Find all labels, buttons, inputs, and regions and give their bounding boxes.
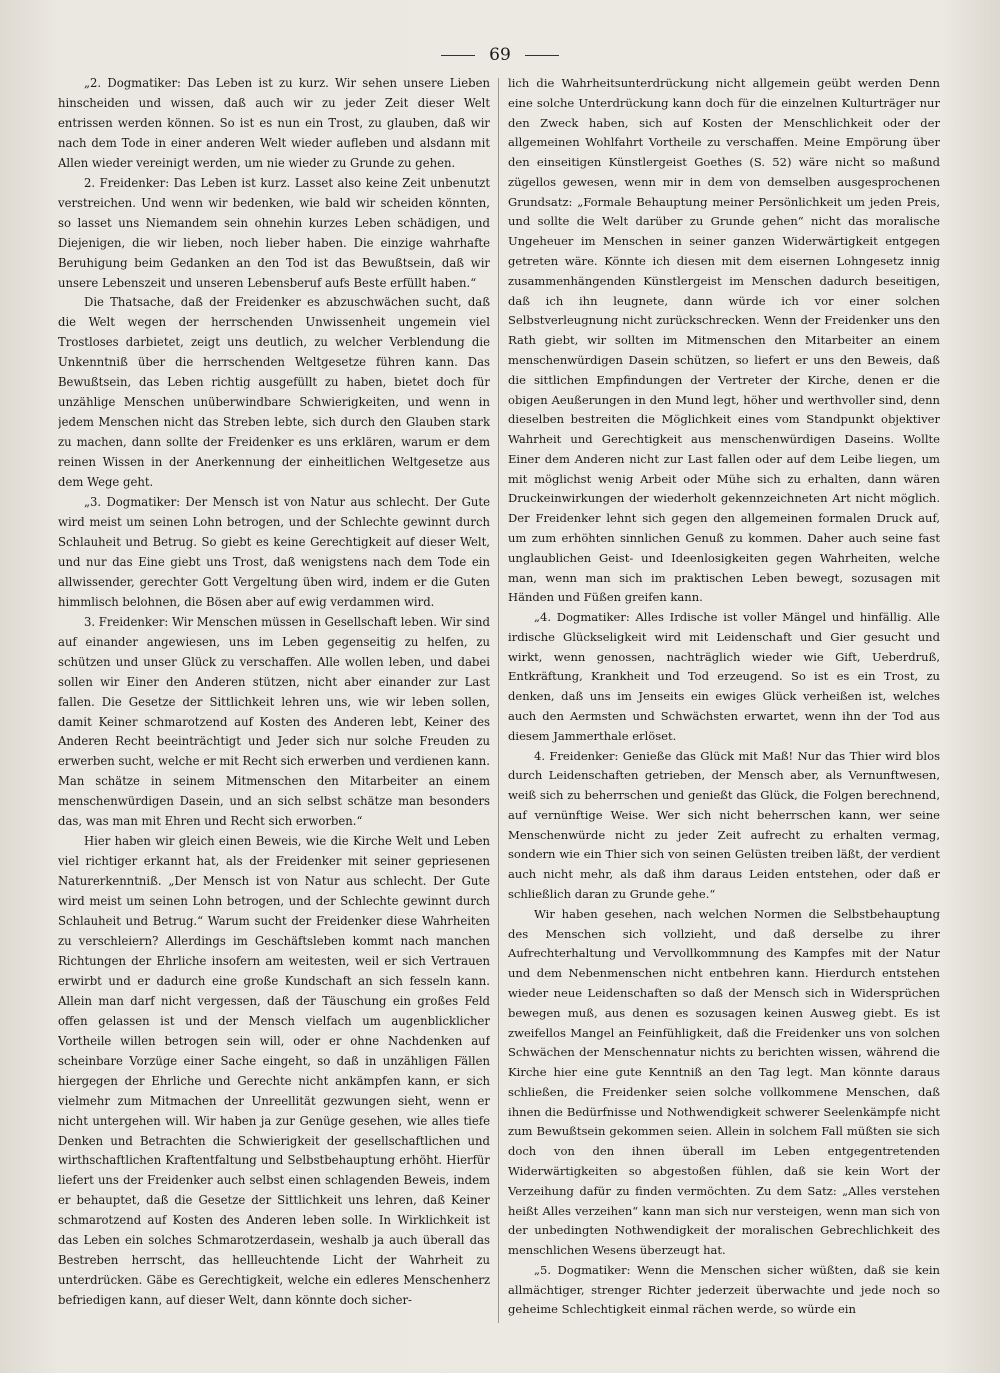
- right-column: [508, 74, 940, 1329]
- column-divider: [498, 78, 499, 1323]
- paragraph: 2. Freidenker: Das Leben ist kurz. Lasset also keine Zeit unbenutzt verstreichen. Und wenn wir bedenken, wie bald wir scheiden könnten, so lasset uns Niemandem sein ohnehin kurzes Leben schädigen, und Diejenigen, die wir lieben, noch lieber haben. Die einzige wahrhafte Beruhigung beim Gedanken an den Tod ist das Bewußtsein, daß wir unsere Lebenszeit und unseren Lebensberuf aufs Beste erfüllt haben.“: [58, 175, 490, 290]
- paragraph: Hier haben wir gleich einen Beweis, wie die Kirche Welt und Leben viel richtiger erkannt hat, als der Freidenker mit seiner gepriesenen Naturerkenntniß. „Der Mensch ist von Natur aus schlecht. Der Gute wird meist um seinen Lohn betrogen, und der Schlechte gewinnt durch Schlauheit und Betrug.“ Warum sucht der Freidenker diese Wahrheiten zu verschleiern? Allerdings im Geschäftsleben kommt nach manchen Richtungen der Ehrliche insofern am weitesten, weil er sich Vertrauen erwirbt und er dadurch eine große Kundschaft an sich fesseln kann. Allein man darf nicht vergessen, daß der Täuschung ein großes Feld offen gelassen ist und der Mensch vielfach um augenblicklicher Vortheile willen betrogen sein will, oder er ohne Nachdenken auf scheinbare Vorzüge einer Sache eingeht, so daß in unzähligen Fällen hiergegen der Ehrliche und Gerechte nicht ankämpfen kann, er sich vielmehr zum Mitmachen der Unreellität gezwungen sieht, wenn er nicht untergehen will. Wir haben ja zur Genüge gesehen, wie alles tiefe Denken und Betrachten die Schwierigkeit der gesellschaftlichen und wirthschaftlichen Kraftentfaltung und Selbstbehauptung erhöht. Hierfür liefert uns der Freidenker auch selbst einen schlagenden Beweis, indem er behauptet, daß die Gesetze der Sittlichkeit uns lehren, daß Keiner schmarotzend auf Kosten des Anderen leben solle. In Wirklichkeit ist das Leben ein solches Schmarotzerdasein, weshalb ja auch überall das Bestreben herrscht, das hellleuchtende Licht der Wahrheit zu unterdrücken. Gäbe es Gerechtigkeit, welche ein edleres Menschenherz befriedigen kann, auf dieser Welt, dann könnte doch sicher-: [58, 834, 490, 1308]
- page-header: [0, 40, 1000, 70]
- page-number: 69: [489, 45, 511, 65]
- left-column: [58, 74, 490, 1329]
- paragraph: Wir haben gesehen, nach welchen Normen die Selbstbehauptung des Menschen sich vollzieht, und daß derselbe zu ihrer Aufrechterhaltung und Vervollkommnung des Kampfes mit der Natur und dem Nebenmenschen nicht entbehren kann. Hierdurch entstehen wieder neue Leidenschaften so daß der Mensch sich in Widersprüchen bewegen muß, aus denen es sozusagen keinen Ausweg giebt. Es ist zweifellos Mangel an Feinfühligkeit, daß die Freidenker uns von solchen Schwächen der Menschennatur nichts zu berichten wissen, während die Kirche hier eine gute Kenntniß an den Tag legt. Man könnte daraus schließen, die Freidenker seien solche vollkommene Menschen, daß ihnen die Bedürfnisse und Nothwendigkeit schwerer Seelenkämpfe nicht zum Bewußtsein gekommen seien. Allein in solchem Fall müßten sie sich doch von den ihnen überall im Leben entgegentretenden Widerwärtigkeiten so abgestoßen fühlen, daß sie kein Wort der Verzeihung dafür zu finden vermöchten. Zu dem Satz: „Alles verstehen heißt Alles verzeihen“ kann man sich nur versteigen, wenn man sich von der unbedingten Nothwendigkeit der moralischen Gebrechlichkeit des menschlichen Wesens überzeugt hat.: [508, 906, 940, 1258]
- paragraph: 4. Freidenker: Genieße das Glück mit Maß! Nur das Thier wird blos durch Leidenschaften getrieben, der Mensch aber, als Vernunftwesen, weiß sich zu beherrschen und genießt das Glück, die Folgen berechnend, auf vernünftige Weise. Wer sich nicht beherrschen kann, wer seine Menschenwürde nicht zu jeder Zeit aufrecht zu erhalten vermag, sondern wie ein Thier sich von seinen Gelüsten treiben läßt, der verdient auch nicht mehr, als daß ihm daraus Leiden entstehen, oder daß er schließlich daran zu Grunde gehe.“: [508, 748, 940, 902]
- paragraph: „3. Dogmatiker: Der Mensch ist von Natur aus schlecht. Der Gute wird meist um seinen Lohn betrogen, und der Schlechte gewinnt durch Schlauheit und Betrug. So giebt es keine Gerechtigkeit auf dieser Welt, und nur das Eine giebt uns Trost, daß wenigstens nach dem Tode ein allwissender, gerechter Gott Vergeltung üben wird, indem er die Guten himmlisch belohnen, die Bösen aber auf ewig verdammen wird.: [58, 495, 490, 609]
- header-rule-right: [525, 55, 559, 56]
- paragraph: „4. Dogmatiker: Alles Irdische ist voller Mängel und hinfällig. Alle irdische Glückseligkeit wird mit Leidenschaft und Gier gesucht und wirkt, wenn genossen, nachträglich wieder wie Gift, Ueberdruß, Entkräftung, Krankheit und Tod erzeugend. So ist es ein Trost, zu denken, daß uns im Jenseits ein ewiges Glück verheißen ist, welches auch den Aermsten und Schwächsten erwartet, wenn ihn der Tod aus diesem Jammerthale erlöset.: [508, 610, 940, 743]
- paragraph: „5. Dogmatiker: Wenn die Menschen sicher wüßten, daß sie kein allmächtiger, strenger Richter jederzeit überwachte und jede noch so geheime Schlechtigkeit einmal rächen werde, so würde ein: [508, 1262, 940, 1317]
- paragraph: 3. Freidenker: Wir Menschen müssen in Gesellschaft leben. Wir sind auf einander angewiesen, uns im Leben gegenseitig zu helfen, zu schützen und unser Glück zu verschaffen. Alle wollen leben, und dabei sollen wir Einer den Anderen stützen, nicht aber einander zur Last fallen. Die Gesetze der Sittlichkeit lehren uns, wie wir leben sollen, damit Keiner schmarotzend auf Kosten des Anderen lebt, Keiner des Anderen Recht beeinträchtigt und Jeder sich nur solche Freuden zu erwerben sucht, welche er mit Recht sich erwerben und verdienen kann. Man schätze in seinem Mitmenschen den Mitarbeiter an einem menschenwürdigen Dasein, und an sich selbst schätze man besonders das, was man mit Ehren und Recht sich erworben.“: [58, 614, 490, 829]
- paragraph: „2. Dogmatiker: Das Leben ist zu kurz. Wir sehen unsere Lieben hinscheiden und wissen, daß auch wir zu jeder Zeit dieser Welt entrissen werden können. So ist es nun ein Trost, zu glauben, daß wir nach dem Tode in einer anderen Welt wieder aufleben und alsdann mit Allen wieder vereinigt werden, um nie wieder zu Grunde zu gehen.: [58, 76, 490, 170]
- header-rule-left: [441, 55, 475, 56]
- paragraph: Die Thatsache, daß der Freidenker es abzuschwächen sucht, daß die Welt wegen der herrschenden Unwissenheit ungemein viel Trostloses darbietet, zeigt uns deutlich, zu welcher Verblendung die Unkenntniß über die herrschenden Weltgesetze führen kann. Das Bewußtsein, das Leben richtig ausgefüllt zu haben, bietet doch für unzählige Menschen unüberwindbare Schwierigkeiten, und wenn in jedem Menschen nicht das Streben lebte, sich durch den Glauben stark zu machen, dann sollte der Freidenker es uns erklären, warum er dem reinen Wissen in der Anerkennung der einheitlichen Weltgesetze aus dem Wege geht.: [58, 295, 490, 490]
- paragraph: lich die Wahrheitsunterdrückung nicht allgemein geübt werden Denn eine solche Unterdrückung kann doch für die einzelnen Kulturträger nur den Zweck haben, sich auf Kosten der Menschlichkeit oder der allgemeinen Wohlfahrt Vortheile zu verschaffen. Meine Empörung über den einseitigen Künstlergeist Goethes (S. 52) wäre nicht so maßund zügellos gewesen, wenn mir in dem von demselben ausgesprochenen Grundsatz: „Formale Behauptung meiner Persönlichkeit um jeden Preis, und sollte die Welt darüber zu Grunde gehen“ nicht das moralische Ungeheuer im Menschen in seiner ganzen Widerwärtigkeit entgegen getreten wäre. Könnte ich diesen mit dem eisernen Lohngesetz innig zusammenhängenden Künstlergeist im Menschen dadurch beseitigen, daß ich ihn leugnete, dann würde ich vor einer solchen Selbstverleugnung nicht zurückschrecken. Wenn der Freidenker uns den Rath giebt, wir sollten im Mitmenschen den Mitarbeiter an einem menschenwürdigen Dasein schützen, so liefert er uns den Beweis, daß die sittlichen Empfindungen der Vertreter der Kirche, denen er die obigen Aeußerungen in den Mund legt, höher und werthvoller sind, denn dieselben bestreiten die Möglichkeit eines vom Standpunkt objektiver Wahrheit und Gerechtigkeit aus menschenwürdigen Daseins. Wollte Einer dem Anderen nicht zur Last fallen oder auf dem Leibe liegen, um mit möglichst wenig Arbeit oder Mühe sich zu erhalten, dann wären Druckeinwirkungen der wiederholt gekennzeichneten Art nicht möglich. Der Freidenker lehnt sich gegen den allgemeinen formalen Druck auf, um zum erhöhten sinnlichen Genuß zu kommen. Daher auch seine fast unglaublichen Geist- und Ideenlosigkeiten gegen Wahrheiten, welche man, wenn man sich im praktischen Leben bewegt, sozusagen mit Händen und Füßen greifen kann.: [508, 76, 940, 605]
